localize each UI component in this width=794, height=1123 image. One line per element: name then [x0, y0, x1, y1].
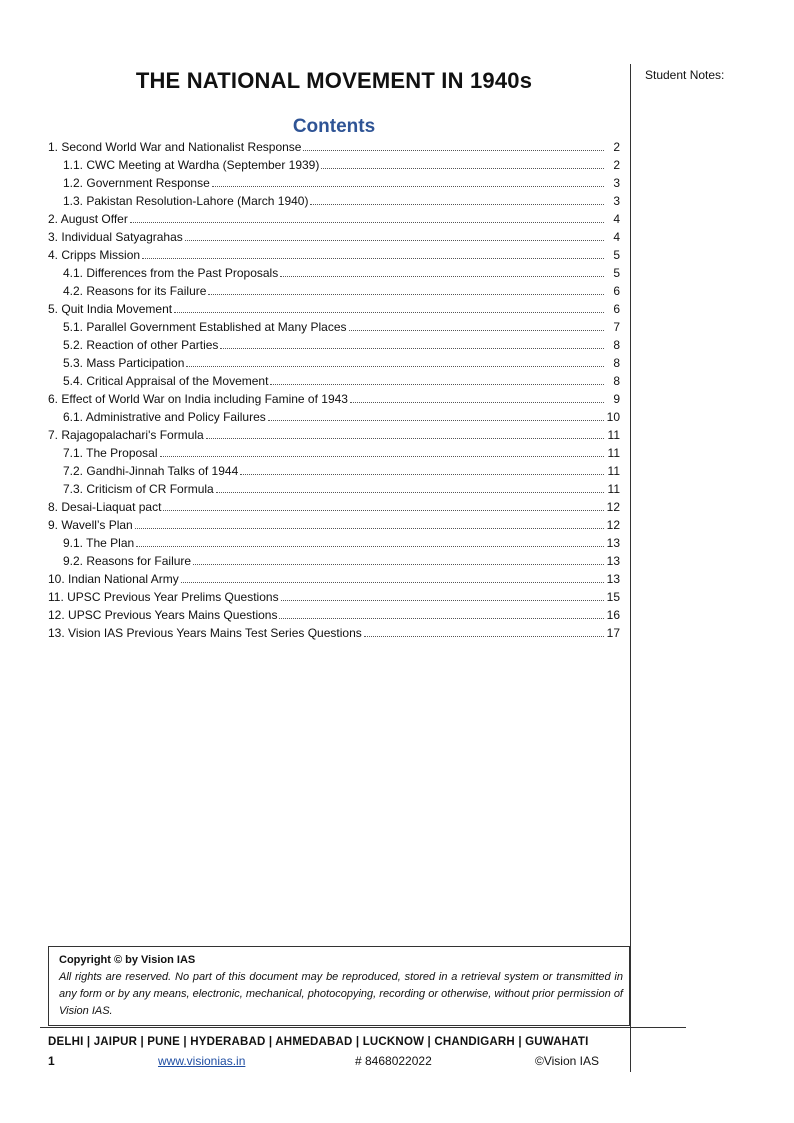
toc-entry[interactable]	[48, 588, 620, 606]
website-link[interactable]: www.visionias.in	[158, 1054, 246, 1068]
toc-entry-heading	[48, 606, 277, 624]
toc-entry[interactable]	[48, 480, 620, 498]
toc-entry[interactable]	[48, 444, 620, 462]
toc-leader-dots	[350, 390, 604, 403]
toc-leader-dots	[130, 210, 604, 223]
toc-entry-title: The Plan	[86, 536, 135, 550]
toc-entry-heading	[48, 624, 362, 642]
toc-entry-page: 7	[613, 320, 620, 334]
toc-entry-title: Government Response	[86, 176, 210, 190]
toc-entry-page: 8	[613, 356, 620, 370]
toc-entry-number: 1.3.	[63, 194, 84, 208]
toc-entry-number: 10.	[48, 572, 65, 586]
toc-entry-title: Effect of World War on India including Famine of 1943	[61, 392, 348, 406]
toc-entry-heading	[63, 462, 238, 480]
toc-entry-title: Vision IAS Previous Years Mains Test Series Questions	[68, 626, 362, 640]
toc-entry-page: 9	[613, 392, 620, 406]
toc-entry[interactable]	[48, 408, 620, 426]
toc-entry-page: 3	[613, 176, 620, 190]
toc-entry-title: Criticism of CR Formula	[86, 482, 214, 496]
toc-leader-dots	[349, 318, 605, 331]
toc-entry-heading	[48, 210, 128, 228]
toc-entry-heading	[63, 174, 210, 192]
toc-entry[interactable]	[48, 498, 620, 516]
toc-entry[interactable]	[48, 246, 620, 264]
toc-leader-dots	[142, 246, 604, 259]
toc-entry-page: 4	[613, 212, 620, 226]
toc-entry-number: 6.	[48, 392, 59, 406]
toc-entry[interactable]	[48, 264, 620, 282]
toc-entry-page: 6	[613, 302, 620, 316]
toc-leader-dots	[135, 516, 604, 529]
toc-entry-page: 12	[606, 500, 620, 514]
toc-entry[interactable]	[48, 516, 620, 534]
toc-entry-title: Critical Appraisal of the Movement	[86, 374, 269, 388]
toc-entry[interactable]	[48, 300, 620, 318]
toc-entry[interactable]	[48, 534, 620, 552]
toc-entry-page: 8	[613, 374, 620, 388]
toc-entry-title: CWC Meeting at Wardha (September 1939)	[86, 158, 320, 172]
toc-leader-dots	[268, 408, 604, 421]
toc-entry-number: 4.2.	[63, 284, 84, 298]
toc-leader-dots	[279, 606, 604, 619]
toc-leader-dots	[212, 174, 604, 187]
page-number: 1	[48, 1054, 55, 1068]
toc-entry[interactable]	[48, 570, 620, 588]
toc-entry-number: 1.1.	[63, 158, 84, 172]
toc-entry-heading	[63, 354, 184, 372]
toc-entry-number: 5.2.	[63, 338, 84, 352]
toc-entry-page: 10	[606, 410, 620, 424]
toc-entry-number: 8.	[48, 500, 59, 514]
toc-entry-page: 15	[606, 590, 620, 604]
toc-entry[interactable]	[48, 282, 620, 300]
toc-entry-heading	[48, 498, 161, 516]
toc-entry-title: Reasons for Failure	[86, 554, 192, 568]
toc-entry-heading	[48, 516, 133, 534]
toc-leader-dots	[321, 156, 604, 169]
toc-leader-dots	[186, 354, 604, 367]
copyright-text: All rights are reserved. No part of this document may be reproduced, stored in a retrieval system or transmitted in any form or by any means, electronic, mechanical, photocopying, recording or otherwise, without prior permission of Vision IAS.	[59, 971, 623, 1017]
toc-entry-number: 9.1.	[63, 536, 84, 550]
toc-leader-dots	[160, 444, 604, 457]
toc-entry[interactable]	[48, 624, 620, 642]
toc-entry-page: 5	[613, 248, 620, 262]
toc-entry-heading	[63, 552, 191, 570]
toc-entry-number: 7.1.	[63, 446, 84, 460]
toc-leader-dots	[163, 498, 604, 511]
toc-entry-number: 3.	[48, 230, 59, 244]
copyright-title: Copyright © by Vision IAS	[59, 954, 196, 966]
toc-entry-page: 4	[613, 230, 620, 244]
toc-entry-number: 13.	[48, 626, 65, 640]
toc-entry-number: 5.1.	[63, 320, 84, 334]
toc-entry-page: 11	[607, 464, 620, 478]
toc-entry-page: 17	[606, 626, 620, 640]
toc-leader-dots	[310, 192, 604, 205]
toc-entry-number: 6.1.	[63, 410, 84, 424]
toc-entry-heading	[48, 228, 183, 246]
brand-mark: ©Vision IAS	[535, 1054, 599, 1068]
toc-entry-heading	[48, 588, 279, 606]
toc-entry-page: 13	[606, 554, 620, 568]
toc-entry-page: 11	[607, 446, 620, 460]
toc-entry[interactable]	[48, 210, 620, 228]
student-notes-label: Student Notes:	[645, 68, 725, 82]
toc-entry-heading	[63, 408, 266, 426]
toc-entry-heading	[63, 534, 134, 552]
toc-entry-number: 11.	[48, 590, 64, 604]
toc-entry-page: 5	[613, 266, 620, 280]
toc-entry-heading	[63, 480, 214, 498]
toc-entry-number: 9.	[48, 518, 59, 532]
toc-entry[interactable]	[48, 390, 620, 408]
toc-entry-page: 13	[606, 536, 620, 550]
toc-leader-dots	[206, 426, 604, 439]
toc-entry-heading	[63, 282, 206, 300]
toc-entry-number: 5.4.	[63, 374, 84, 388]
contents-heading: Contents	[292, 116, 376, 137]
toc-entry[interactable]	[48, 462, 620, 480]
table-of-contents	[48, 138, 620, 642]
toc-entry-heading	[48, 570, 179, 588]
toc-entry-title: Reaction of other Parties	[86, 338, 219, 352]
toc-leader-dots	[280, 264, 604, 277]
toc-entry[interactable]	[48, 372, 620, 390]
toc-entry-page: 8	[613, 338, 620, 352]
toc-entry-number: 4.1.	[63, 266, 84, 280]
toc-entry[interactable]	[48, 228, 620, 246]
toc-leader-dots	[136, 534, 604, 547]
toc-entry-number: 12.	[48, 608, 65, 622]
toc-leader-dots	[240, 462, 604, 475]
toc-entry-number: 2.	[48, 212, 59, 226]
toc-entry-title: Cripps Mission	[61, 248, 141, 262]
toc-entry-title: Rajagopalachari's Formula	[61, 428, 204, 442]
toc-entry[interactable]	[48, 336, 620, 354]
toc-entry-number: 5.	[48, 302, 59, 316]
copyright-notice	[48, 946, 630, 1026]
toc-entry-heading	[48, 300, 172, 318]
toc-entry[interactable]	[48, 192, 620, 210]
toc-entry-title: Parallel Government Established at Many Places	[86, 320, 347, 334]
toc-entry-title: Indian National Army	[68, 572, 179, 586]
toc-leader-dots	[216, 480, 604, 493]
toc-leader-dots	[364, 624, 604, 637]
toc-entry-heading	[63, 192, 308, 210]
toc-entry-number: 1.2.	[63, 176, 84, 190]
toc-entry-page: 6	[613, 284, 620, 298]
toc-leader-dots	[220, 336, 604, 349]
toc-entry-page: 13	[606, 572, 620, 586]
toc-entry-number: 1.	[48, 140, 59, 154]
toc-entry-heading	[63, 444, 158, 462]
toc-entry-title: Pakistan Resolution-Lahore (March 1940)	[86, 194, 309, 208]
footer-cities: DELHI | JAIPUR | PUNE | HYDERABAD | AHMEDABAD | LUCKNOW | CHANDIGARH | GUWAHATI	[48, 1036, 589, 1048]
footer-divider	[40, 1027, 686, 1028]
toc-entry-title: Second World War and Nationalist Response	[61, 140, 302, 154]
toc-entry-title: The Proposal	[86, 446, 158, 460]
toc-entry-number: 5.3.	[63, 356, 84, 370]
toc-entry[interactable]	[48, 156, 620, 174]
toc-leader-dots	[208, 282, 604, 295]
toc-entry-title: UPSC Previous Years Mains Questions	[68, 608, 278, 622]
toc-entry[interactable]	[48, 426, 620, 444]
toc-entry-title: August Offer	[60, 212, 128, 226]
toc-entry-page: 2	[613, 140, 620, 154]
toc-entry[interactable]	[48, 138, 620, 156]
toc-entry-page: 11	[607, 482, 620, 496]
toc-entry[interactable]	[48, 318, 620, 336]
toc-entry-page: 16	[606, 608, 620, 622]
toc-entry-title: UPSC Previous Year Prelims Questions	[67, 590, 279, 604]
toc-entry-page: 11	[607, 428, 620, 442]
toc-entry-heading	[63, 372, 268, 390]
toc-leader-dots	[281, 588, 604, 601]
toc-entry-page: 12	[606, 518, 620, 532]
toc-entry-title: Mass Participation	[86, 356, 185, 370]
toc-leader-dots	[270, 372, 604, 385]
toc-entry-title: Reasons for its Failure	[86, 284, 207, 298]
toc-entry-page: 2	[613, 158, 620, 172]
toc-entry-heading	[48, 138, 301, 156]
phone-number: # 8468022022	[355, 1054, 432, 1068]
student-notes-divider	[630, 64, 631, 1072]
toc-entry-title: Administrative and Policy Failures	[85, 410, 266, 424]
toc-entry-heading	[63, 264, 278, 282]
toc-entry-title: Gandhi-Jinnah Talks of 1944	[86, 464, 239, 478]
toc-entry-number: 4.	[48, 248, 59, 262]
toc-entry[interactable]	[48, 606, 620, 624]
toc-entry-title: Wavell’s Plan	[61, 518, 133, 532]
toc-entry-heading	[63, 156, 319, 174]
toc-leader-dots	[193, 552, 604, 565]
toc-entry-title: Individual Satyagrahas	[61, 230, 183, 244]
toc-entry-title: Quit India Movement	[61, 302, 173, 316]
toc-entry-heading	[48, 246, 140, 264]
toc-entry-heading	[63, 318, 347, 336]
toc-entry[interactable]	[48, 552, 620, 570]
toc-entry-page: 3	[613, 194, 620, 208]
toc-entry[interactable]	[48, 354, 620, 372]
page-title: THE NATIONAL MOVEMENT IN 1940s	[135, 68, 533, 93]
toc-entry-number: 7.	[48, 428, 59, 442]
toc-leader-dots	[181, 570, 604, 583]
toc-entry-number: 7.3.	[63, 482, 84, 496]
toc-entry-heading	[48, 390, 348, 408]
toc-entry-title: Differences from the Past Proposals	[86, 266, 279, 280]
toc-entry-number: 7.2.	[63, 464, 84, 478]
toc-entry-heading	[63, 336, 218, 354]
toc-leader-dots	[174, 300, 604, 313]
toc-entry-title: Desai-Liaquat pact	[61, 500, 162, 514]
toc-entry-number: 9.2.	[63, 554, 84, 568]
toc-leader-dots	[185, 228, 604, 241]
toc-entry-heading	[48, 426, 204, 444]
toc-leader-dots	[303, 138, 604, 151]
toc-entry[interactable]	[48, 174, 620, 192]
